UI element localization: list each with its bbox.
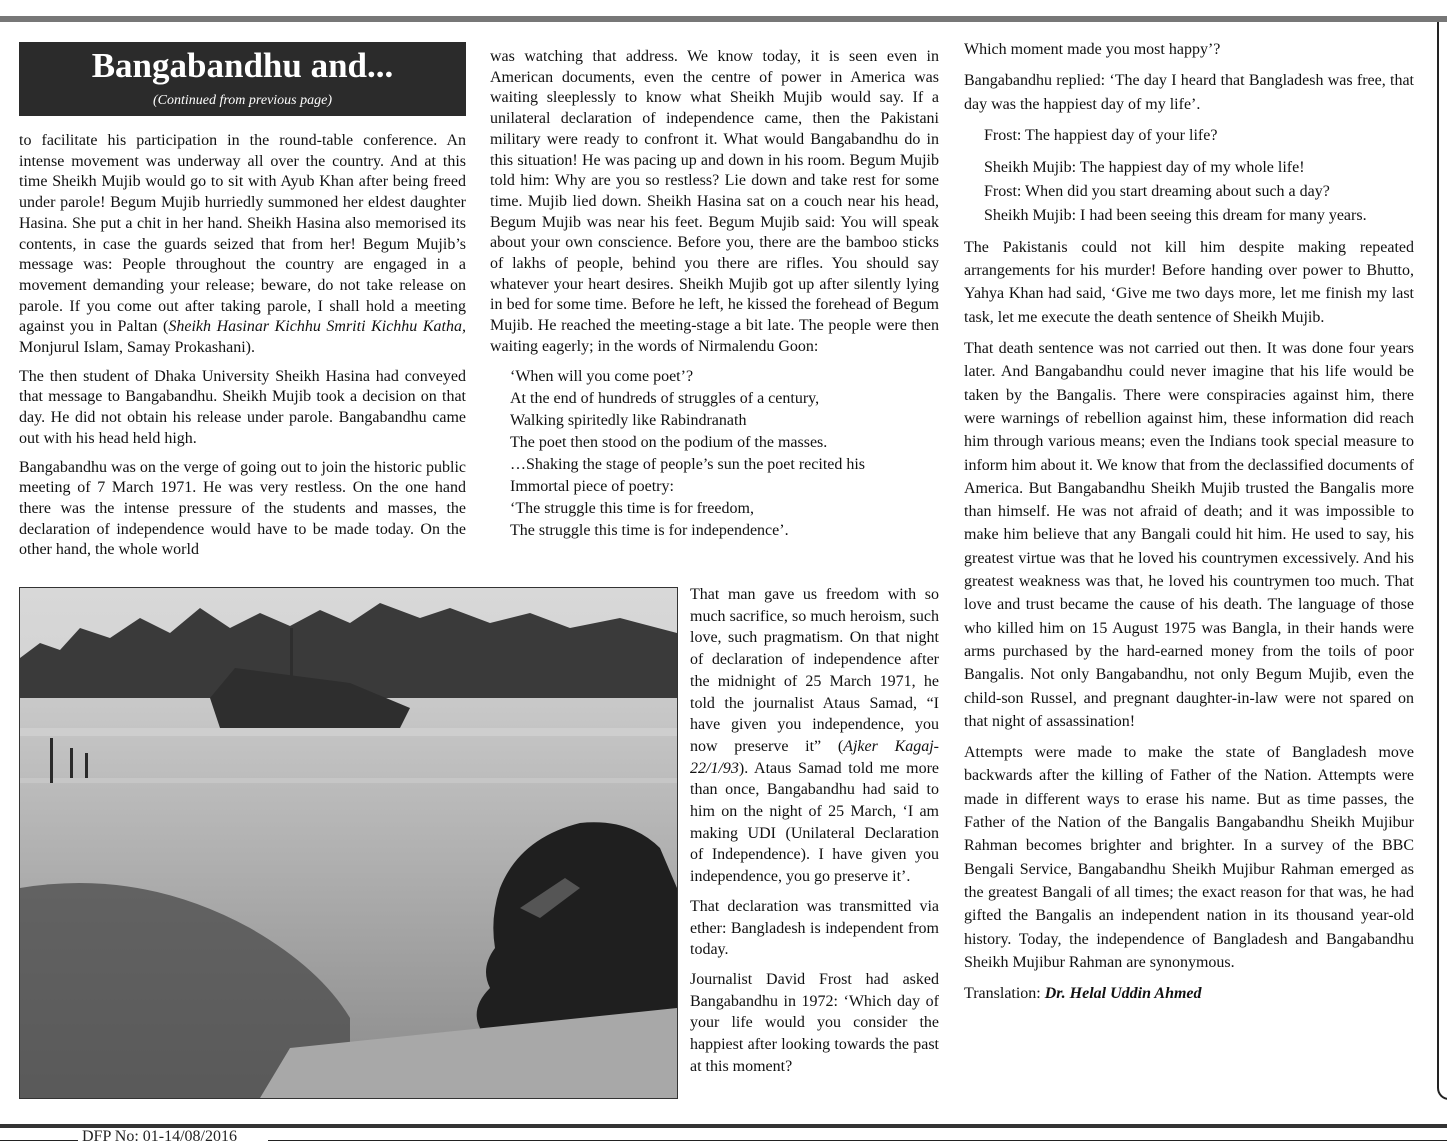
dialog-line: Sheikh Mujib: I had been seeing this dream for many years. (984, 206, 1367, 224)
footer-line-left (0, 1140, 78, 1141)
col2b-paragraph-1: That man gave us freedom with so much sacrifice, so much heroism, such love, such pragmatism. On that night of declaration of independence after the midnight of 25 March 1971, he told the journalist Ataus Samad, “I have given you independence, you now preserve it” (Ajker Kagaj-22/1/93). Ataus Samad told me more than once, Bangabandhu had said to him on the night of 25 March, ‘I am making UDI (Unilateral Declaration of Independence). I have given you independence, you go preserve it’. (690, 586, 940, 886)
continued-note: (Continued from previous page) (153, 93, 332, 108)
headline: Bangabandhu and... (91, 46, 394, 85)
dialog-line: Sheikh Mujib: The happiest day of my whole life! (984, 158, 1305, 176)
poem-line: Walking spiritedly like Rabindranath (510, 411, 747, 429)
col3-paragraph-4: Attempts were made to make the state of Bangladesh move backwards after the killing of Father of the Nation. Attempts were made in different ways to erase his name. But as time passes, the Father of the Nation of the Bangalis Bangabandhu Sheikh Mujibur Rahman becomes brighter and brighter. In a survey of the BBC Bengali Service, Bangabandhu Sheikh Mujibur Rahman emerged as the greatest Bangali of all times; the exact reason for that was, he had gifted the Bangalis an independent nation in its thousand year-old history. Today, the independence of Bangladesh and Bangabandhu Sheikh Mujibur Rahman are synonymous. (964, 744, 1414, 971)
col3-paragraph-2: The Pakistanis could not kill him despite making repeated arrangements for his murder! Before handing over power to Bhutto, Yahya Khan had said, ‘Give me two days more, let me finish my last task, let me execute the death sentence of Sheikh Mujib. (964, 238, 1414, 326)
col2b-paragraph-2: That declaration was transmitted via ether: Bangladesh is independent from today. (690, 897, 939, 959)
river-scene-image (20, 588, 677, 1098)
col1-paragraph-1: to facilitate his participation in the round-table conference. An intense movement was underway all over the country. And at this time Sheikh Mujib would go to sit with Ayub Khan after being freed under parole! Begum Mujib hurriedly summoned her eldest daughter Hasina. She put a chit in her hand. Sheikh Hasina also memorised its contents, in case the guards seized that from her! Begum Mujib’s message was: People throughout the country are engaged in a movement demanding your release; beware, do not take release on parole. If you come out after taking parole, I shall hold a meeting against you in Paltan (Sheikh Hasinar Kichhu Smriti Kichhu Katha, Monjurul Islam, Samay Prokashani). (19, 132, 466, 357)
poem-line: ‘When will you come poet’? (510, 367, 694, 385)
translation-credit: Translation: Dr. Helal Uddin Ahmed (964, 985, 1202, 1003)
translator-name: Dr. Helal Uddin Ahmed (1044, 985, 1202, 1003)
poem-line: At the end of hundreds of struggles of a century, (510, 389, 820, 407)
column-3 (964, 38, 1414, 1013)
dfp-number: DFP No: 01-14/08/2016 (78, 1129, 241, 1145)
historical-photo (19, 587, 678, 1099)
interview-dialog (984, 124, 1414, 228)
dialog-line: Frost: When did you start dreaming about such a day? (984, 182, 1330, 200)
column-2 (490, 47, 939, 542)
right-page-border (1437, 22, 1447, 1100)
source-citation: Ajker Kagaj-22/1/93 (690, 737, 940, 777)
col2-paragraph-1: was watching that address. We know today, it is seen even in American documents, even the centre of power in America was waiting sleeplessly to know what Sheikh Mujib would say. If a unilateral declaration of independence came, then the Pakistani military were ready to confront it. What would Bangabandhu do in this situation! He was pacing up and down in his room. Begum Mujib told him: Why are you so restless? Lie down and take rest for some time. Mujib lied down. Sheikh Hasina sat on a couch near his head, Begum Mujib was near his feet. Begum Mujib said: You will speak about your own conscience. Before you, there are the bamboo sticks of lakhs of people, behind you there are rifles. You should say whatever your heart desires. Sheikh Mujib got up after silently lying in bed for some time. Before he left, he kissed the forehead of Begum Mujib. He reached the meeting-stage a bit late. The people were then waiting eagerly; in the words of Nirmalendu Goon: (490, 48, 939, 355)
col3-paragraph-1: Bangabandhu replied: ‘The day I heard that Bangladesh was free, that day was the happiest day of my life’. (964, 72, 1414, 113)
top-margin (0, 0, 1447, 16)
col1-paragraph-3: Bangabandhu was on the verge of going out to join the historic public meeting of 7 March 1971. He was very restless. On the one hand there was the intense pressure of the students and masses, the declaration of independence would have to be made today. On the other hand, the whole world (19, 458, 466, 559)
poem-line: …Shaking the stage of people’s sun the poet recited his (510, 455, 866, 473)
col3-paragraph-0: Which moment made you most happy’? (964, 41, 1221, 58)
dialog-line: Frost: The happiest day of your life? (984, 126, 1218, 144)
column-1 (19, 131, 466, 569)
headline-box (19, 42, 466, 116)
column-2-continued (690, 584, 939, 1085)
poem-line: Immortal piece of poetry: (510, 477, 674, 495)
source-citation: Sheikh Hasinar Kichhu Smriti Kichhu Katha, (168, 318, 466, 336)
col3-paragraph-3: That death sentence was not carried out then. It was done four years later. And Bangabandhu could never imagine that his life would be taken by the Bangalis. There were conspiracies against him, there were warnings of rebellion against him, these information did reach him through various means; even the Indians took special measure to inform him about it. We know that from the declassified documents of America. But Bangabandhu Sheikh Mujib trusted the Bangalis more than himself. He was not afraid of death; and it was impossible to make him believe that any Bangali could hit him. He used to say, his greatest virtue was that he loved his countrymen excessively. And his greatest weakness was that, he loved his countrymen too much. That love and trust became the cause of his death. The language of those who killed him on 15 August 1975 was Bangla, in their hands were arms purchased by the hard-earned money from the toils of poor Bangalis. Not only Bangabandhu, not only Begum Mujib, even the child-son Russel, and pregnant daughter-in-law were not spared on that night of assassination! (964, 340, 1414, 730)
footer-line-right (268, 1140, 1447, 1141)
col1-paragraph-2: The then student of Dhaka University Sheikh Hasina had conveyed that message to Bangabandhu. Sheikh Mujib took a decision on that day. He did not obtain his release under parole. Bangabandhu came out with his head held high. (19, 367, 466, 447)
top-rule (0, 16, 1447, 22)
poem-line: ‘The struggle this time is for freedom, (510, 499, 754, 517)
poem (510, 366, 939, 542)
poem-line: The poet then stood on the podium of the masses. (510, 433, 828, 451)
col2b-paragraph-3: Journalist David Frost had asked Bangabandhu in 1972: ‘Which day of your life would you consider the happiest after looking towards the past at this moment? (690, 970, 939, 1075)
poem-line: The struggle this time is for independence’. (510, 521, 789, 539)
